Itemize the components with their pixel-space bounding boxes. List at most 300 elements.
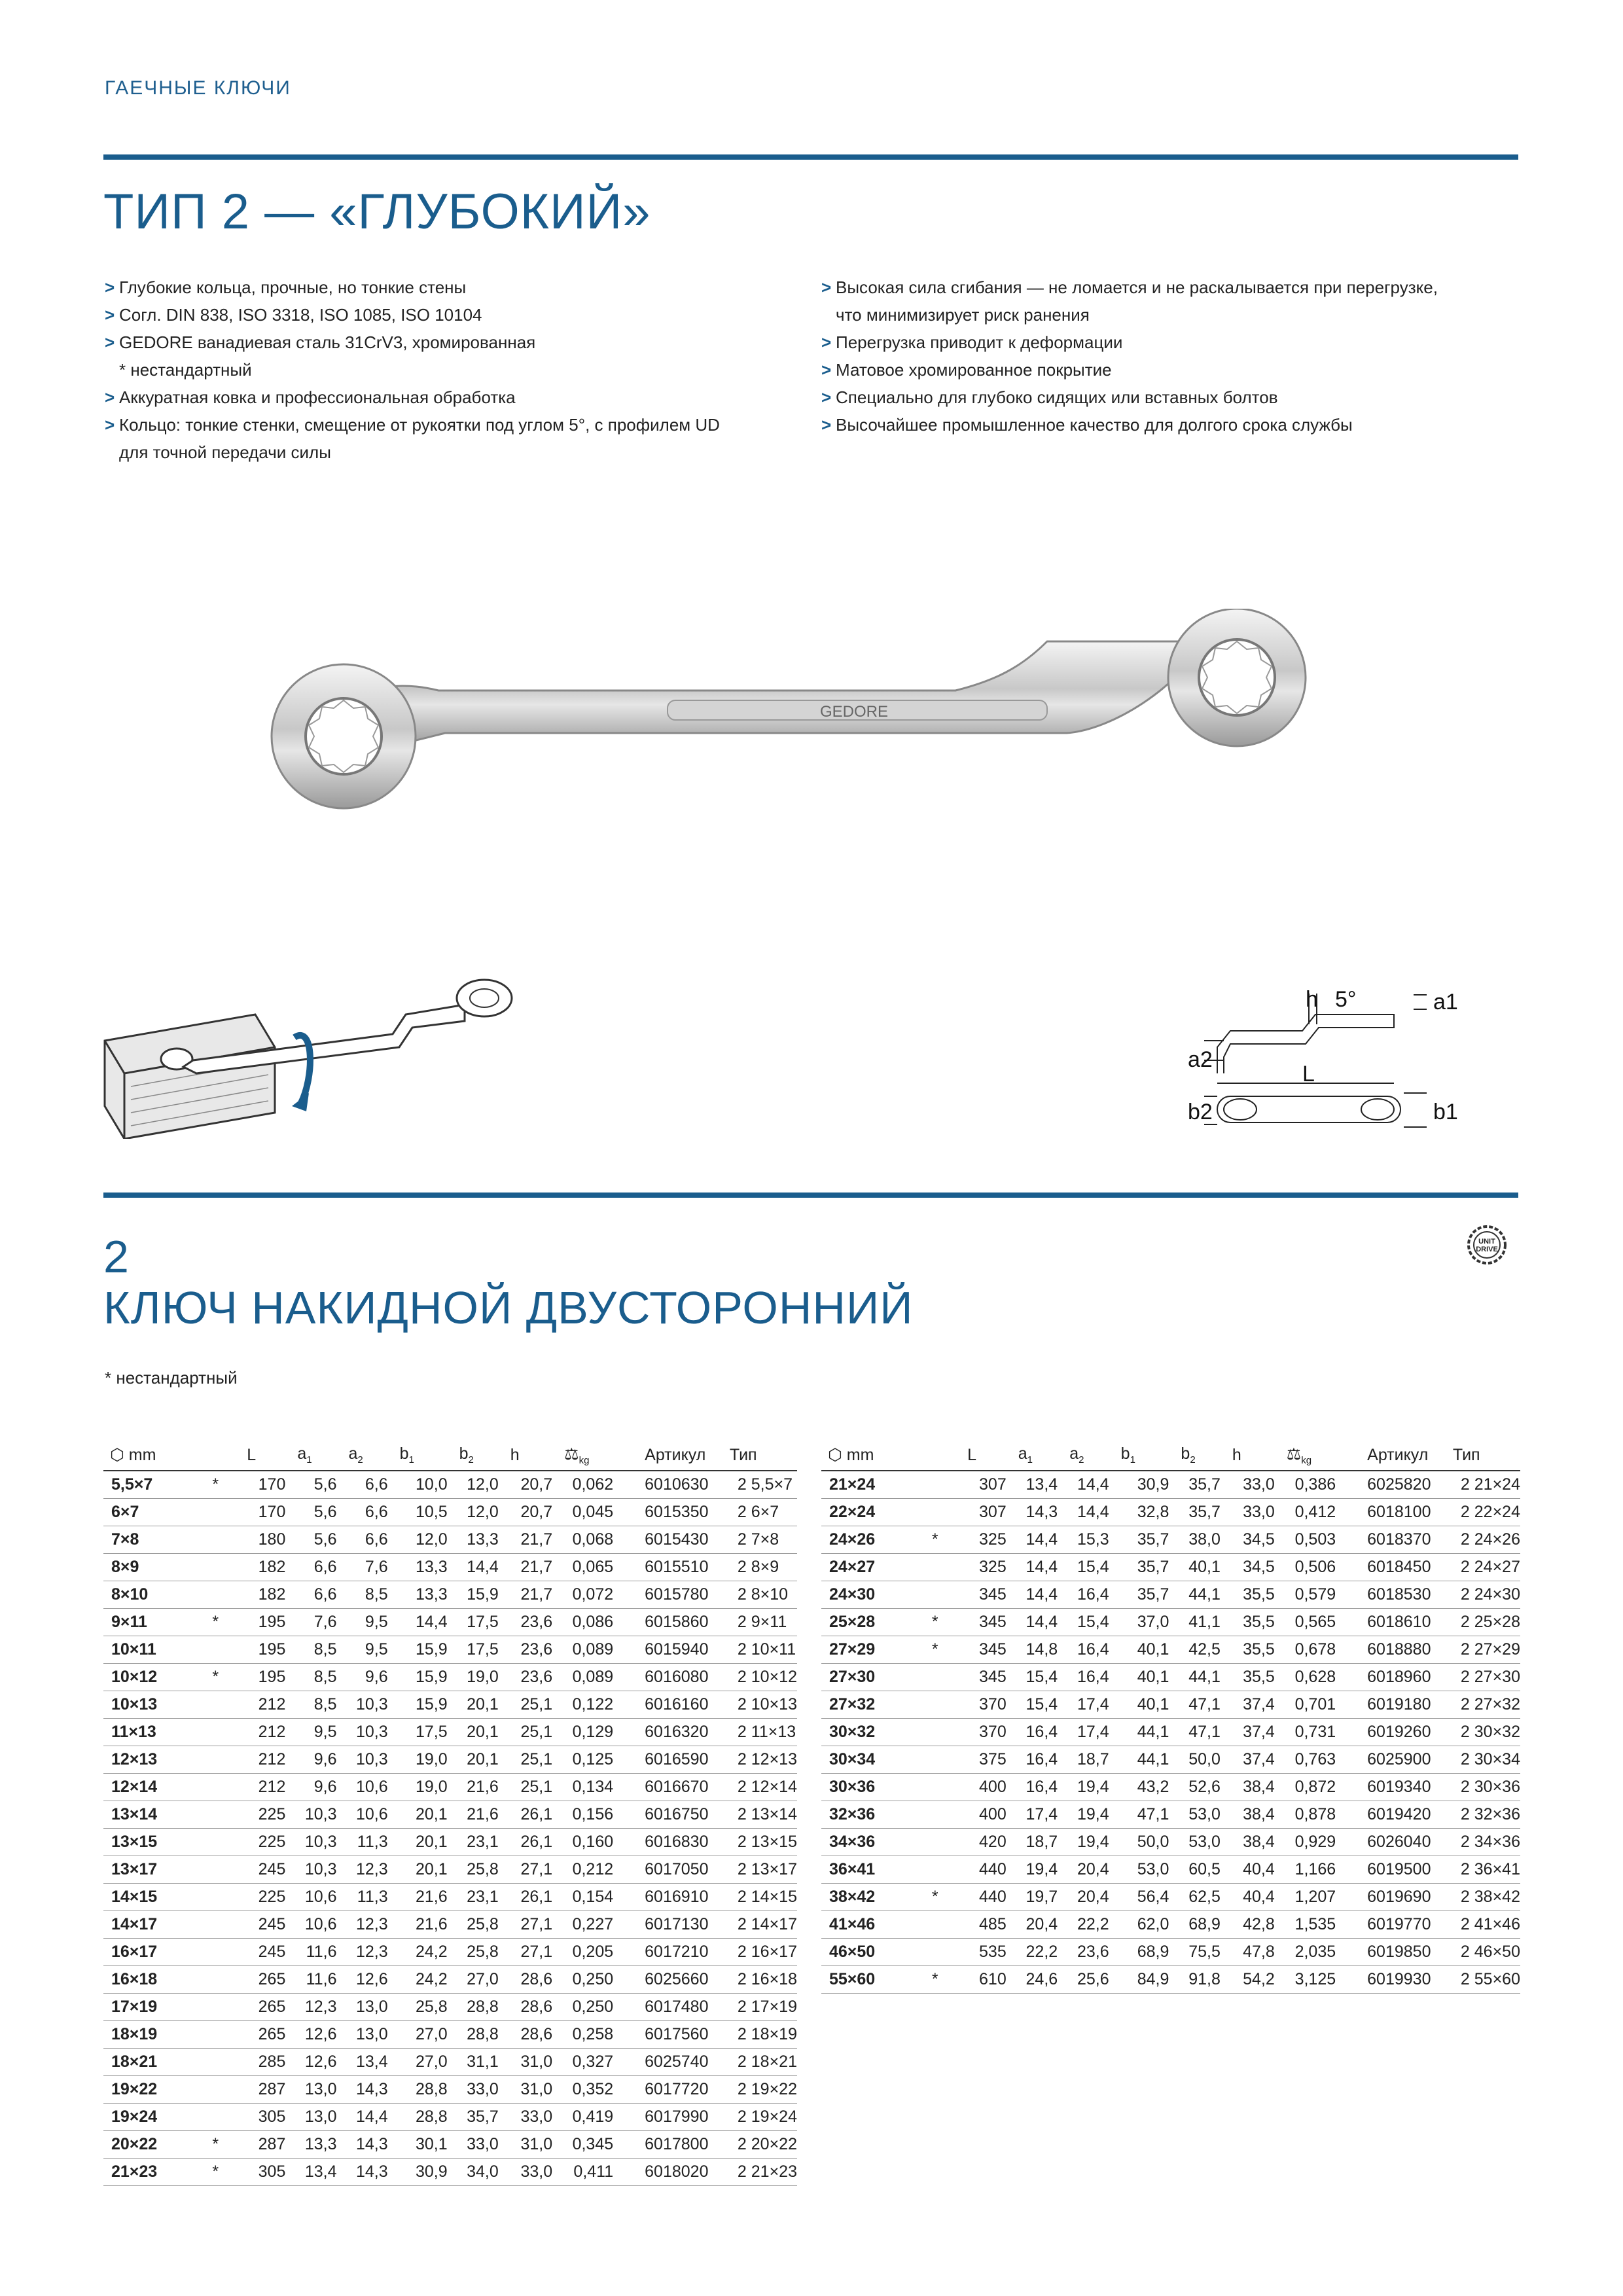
cell-type: 2 30×36 [1453,1774,1520,1801]
table-row [103,1856,797,1884]
cell-a2: 16,4 [1069,1581,1120,1609]
cell-art: 6019500 [1347,1856,1453,1884]
cell-size: 55×60 [821,1966,903,1994]
dim-label-a2: a2 [1188,1047,1213,1072]
cell-star [903,1911,968,1939]
cell-a2: 12,3 [348,1911,399,1939]
cell-a1: 14,8 [1018,1636,1069,1664]
cell-b1: 40,1 [1121,1664,1181,1691]
cell-type: 2 6×7 [730,1499,797,1526]
cell-star [184,1526,247,1554]
cell-kg: 0,160 [564,1829,625,1856]
cell-h: 23,6 [510,1636,564,1664]
header-rule [103,154,1518,160]
cell-a1: 6,6 [297,1581,348,1609]
cell-b2: 28,8 [459,2021,510,2049]
bullet-arrow-icon: > [821,387,832,407]
cell-a1: 6,6 [297,1554,348,1581]
table-row [103,1884,797,1911]
feature-text: что минимизирует риск ранения [836,305,1090,325]
feature-item [105,356,720,384]
cell-kg: 0,701 [1287,1691,1347,1719]
cell-a2: 17,4 [1069,1719,1120,1746]
table-row [103,1939,797,1966]
dim-label-h: h [1306,987,1318,1012]
cell-h: 27,1 [510,1911,564,1939]
feature-text: Кольцо: тонкие стенки, смещение от рукоятки под углом 5°, с профилем UD [119,415,720,435]
cell-b1: 68,9 [1121,1939,1181,1966]
cell-type: 2 27×30 [1453,1664,1520,1691]
bullet-arrow-icon: > [105,278,115,297]
cell-type: 2 13×17 [730,1856,797,1884]
cell-size: 30×32 [821,1719,903,1746]
feature-text: Глубокие кольца, прочные, но тонкие стены [119,278,467,297]
feature-item [105,329,720,356]
cell-size: 10×11 [103,1636,184,1664]
feature-text: Аккуратная ковка и профессиональная обработка [119,387,516,407]
cell-size: 13×17 [103,1856,184,1884]
cell-star [184,1581,247,1609]
cell-size: 36×41 [821,1856,903,1884]
feature-item [821,384,1438,411]
cell-kg: 3,125 [1287,1966,1347,1994]
cell-b1: 20,1 [400,1801,459,1829]
cell-a1: 9,6 [297,1746,348,1774]
cell-star [903,1719,968,1746]
cell-star [184,2049,247,2076]
table-row [821,1746,1520,1774]
cell-size: 8×10 [103,1581,184,1609]
table-row [821,1554,1520,1581]
cell-star [903,1581,968,1609]
cell-a2: 15,4 [1069,1609,1120,1636]
cell-kg: 0,565 [1287,1609,1347,1636]
cell-b2: 21,6 [459,1774,510,1801]
cell-art: 6025740 [625,2049,730,2076]
table-row [821,1939,1520,1966]
cell-b2: 53,0 [1181,1801,1232,1829]
cell-a2: 23,6 [1069,1939,1120,1966]
cell-size: 34×36 [821,1829,903,1856]
cell-a1: 22,2 [1018,1939,1069,1966]
cell-b1: 28,8 [400,2076,459,2104]
cell-h: 28,6 [510,2021,564,2049]
cell-a1: 14,4 [1018,1581,1069,1609]
cell-art: 6019420 [1347,1801,1453,1829]
cell-kg: 0,068 [564,1526,625,1554]
cell-h: 31,0 [510,2076,564,2104]
cell-type: 2 8×9 [730,1554,797,1581]
cell-h: 33,0 [510,2159,564,2186]
cell-h: 37,4 [1232,1746,1287,1774]
cell-b2: 50,0 [1181,1746,1232,1774]
cell-a1: 12,3 [297,1994,348,2021]
cell-type: 2 7×8 [730,1526,797,1554]
cell-b2: 31,1 [459,2049,510,2076]
cell-a2: 13,0 [348,1994,399,2021]
cell-h: 20,7 [510,1471,564,1499]
cell-b2: 91,8 [1181,1966,1232,1994]
col-h: h [1232,1440,1287,1471]
cell-star [903,1856,968,1884]
cell-a1: 19,7 [1018,1884,1069,1911]
feature-item [105,411,720,439]
cell-kg: 0,062 [564,1471,625,1499]
cell-b1: 12,0 [400,1526,459,1554]
cell-type: 2 30×32 [1453,1719,1520,1746]
cell-a2: 7,6 [348,1554,399,1581]
cell-L: 370 [967,1719,1018,1746]
cell-b2: 60,5 [1181,1856,1232,1884]
col-size: ⬡ mm [821,1440,903,1471]
cell-a2: 12,6 [348,1966,399,1994]
cell-b2: 34,0 [459,2159,510,2186]
table-row [821,1581,1520,1609]
cell-b1: 35,7 [1121,1581,1181,1609]
cell-a1: 15,4 [1018,1691,1069,1719]
cell-b2: 53,0 [1181,1829,1232,1856]
cell-b2: 33,0 [459,2076,510,2104]
cell-a2: 10,3 [348,1719,399,1746]
cell-L: 225 [247,1801,297,1829]
cell-star [184,1801,247,1829]
cell-L: 245 [247,1856,297,1884]
cell-b2: 17,5 [459,1609,510,1636]
cell-h: 33,0 [510,2104,564,2131]
bullet-arrow-icon: > [821,360,832,380]
cell-b1: 84,9 [1121,1966,1181,1994]
feature-text: для точной передачи силы [119,442,331,462]
cell-art: 6017560 [625,2021,730,2049]
bullet-arrow-icon: > [105,332,115,352]
cell-b2: 13,3 [459,1526,510,1554]
cell-star [184,1884,247,1911]
cell-type: 2 46×50 [1453,1939,1520,1966]
cell-a2: 22,2 [1069,1911,1120,1939]
cell-type: 2 55×60 [1453,1966,1520,1994]
cell-size: 5,5×7 [103,1471,184,1499]
cell-a1: 9,6 [297,1774,348,1801]
cell-star [903,1939,968,1966]
table-row [103,1581,797,1609]
cell-a2: 14,3 [348,2159,399,2186]
cell-b1: 37,0 [1121,1609,1181,1636]
feature-text: GEDORE ванадиевая сталь 31CrV3, хромированная [119,332,536,352]
cell-size: 46×50 [821,1939,903,1966]
cell-a2: 8,5 [348,1581,399,1609]
cell-art: 6015940 [625,1636,730,1664]
spec-table-left [103,1440,797,2186]
cell-art: 6016910 [625,1884,730,1911]
cell-size: 27×30 [821,1664,903,1691]
cell-type: 2 19×22 [730,2076,797,2104]
cell-h: 23,6 [510,1609,564,1636]
cell-a2: 10,3 [348,1691,399,1719]
table-row [103,2131,797,2159]
cell-size: 19×22 [103,2076,184,2104]
table-row [103,1609,797,1636]
cell-art: 6018960 [1347,1664,1453,1691]
cell-L: 245 [247,1939,297,1966]
cell-art: 6016590 [625,1746,730,1774]
cell-h: 54,2 [1232,1966,1287,1994]
table-row [103,2049,797,2076]
cell-L: 307 [967,1471,1018,1499]
cell-h: 25,1 [510,1691,564,1719]
cell-a1: 13,0 [297,2104,348,2131]
cell-L: 265 [247,1966,297,1994]
cell-star [184,1911,247,1939]
cell-h: 33,0 [1232,1499,1287,1526]
feature-item [105,439,720,466]
cell-h: 34,5 [1232,1554,1287,1581]
cell-star: * [903,1966,968,1994]
cell-b1: 21,6 [400,1884,459,1911]
cell-kg: 0,122 [564,1691,625,1719]
cell-L: 345 [967,1581,1018,1609]
cell-a2: 11,3 [348,1829,399,1856]
cell-a1: 24,6 [1018,1966,1069,1994]
cell-star [184,1719,247,1746]
cell-size: 24×27 [821,1554,903,1581]
cell-b1: 10,0 [400,1471,459,1499]
cell-h: 27,1 [510,1856,564,1884]
bullet-arrow-icon: > [105,305,115,325]
cell-a2: 6,6 [348,1499,399,1526]
cell-b1: 35,7 [1121,1554,1181,1581]
cell-b1: 32,8 [1121,1499,1181,1526]
cell-b1: 20,1 [400,1829,459,1856]
cell-b2: 47,1 [1181,1691,1232,1719]
cell-type: 2 19×24 [730,2104,797,2131]
table-row [103,1829,797,1856]
cell-h: 28,6 [510,1966,564,1994]
cell-b2: 19,0 [459,1664,510,1691]
cell-star [903,1691,968,1719]
cell-art: 6019850 [1347,1939,1453,1966]
cell-L: 325 [967,1526,1018,1554]
cell-art: 6015780 [625,1581,730,1609]
cell-star: * [903,1609,968,1636]
cell-b2: 35,7 [1181,1499,1232,1526]
cell-L: 610 [967,1966,1018,1994]
cell-L: 400 [967,1774,1018,1801]
cell-b1: 14,4 [400,1609,459,1636]
cell-kg: 0,412 [1287,1499,1347,1526]
cell-a2: 12,3 [348,1856,399,1884]
cell-art: 6018370 [1347,1526,1453,1554]
cell-kg: 0,089 [564,1636,625,1664]
cell-a2: 17,4 [1069,1691,1120,1719]
cell-art: 6017480 [625,1994,730,2021]
cell-size: 9×11 [103,1609,184,1636]
cell-art: 6017210 [625,1939,730,1966]
cell-art: 6018530 [1347,1581,1453,1609]
table-row [103,1994,797,2021]
cell-size: 32×36 [821,1801,903,1829]
cell-star: * [184,1471,247,1499]
table-row [821,1719,1520,1746]
cell-a2: 6,6 [348,1471,399,1499]
cell-L: 440 [967,1856,1018,1884]
cell-star [903,1499,968,1526]
cell-b1: 15,9 [400,1664,459,1691]
cell-L: 345 [967,1664,1018,1691]
cell-b1: 28,8 [400,2104,459,2131]
table-row [103,1719,797,1746]
cell-star [184,1829,247,1856]
cell-star: * [903,1884,968,1911]
cell-type: 2 32×36 [1453,1801,1520,1829]
cell-h: 38,4 [1232,1801,1287,1829]
cell-b1: 27,0 [400,2049,459,2076]
cell-b1: 27,0 [400,2021,459,2049]
cell-type: 2 10×12 [730,1664,797,1691]
svg-text:DRIVE: DRIVE [1476,1246,1498,1253]
col-L: L [967,1440,1018,1471]
cell-h: 31,0 [510,2049,564,2076]
cell-h: 26,1 [510,1801,564,1829]
cell-b2: 21,6 [459,1801,510,1829]
cell-h: 38,4 [1232,1829,1287,1856]
cell-art: 6016080 [625,1664,730,1691]
cell-kg: 0,125 [564,1746,625,1774]
cell-kg: 2,035 [1287,1939,1347,1966]
cell-size: 16×17 [103,1939,184,1966]
cell-h: 40,4 [1232,1884,1287,1911]
col-b1: $b_1$ [400,1440,459,1471]
cell-L: 195 [247,1609,297,1636]
col-article: Артикул [1347,1440,1453,1471]
table-row [103,1691,797,1719]
cell-L: 305 [247,2104,297,2131]
cell-kg: 0,250 [564,1966,625,1994]
bullet-arrow-icon: > [105,387,115,407]
cell-b2: 23,1 [459,1829,510,1856]
cell-star [184,1939,247,1966]
cell-h: 38,4 [1232,1774,1287,1801]
cell-kg: 1,535 [1287,1911,1347,1939]
cell-b1: 17,5 [400,1719,459,1746]
svg-text:UNIT: UNIT [1478,1238,1495,1246]
cell-kg: 0,065 [564,1554,625,1581]
cell-a2: 9,6 [348,1664,399,1691]
cell-a1: 13,0 [297,2076,348,2104]
cell-star [184,1994,247,2021]
cell-art: 6015510 [625,1554,730,1581]
cell-type: 2 27×29 [1453,1636,1520,1664]
cell-a2: 6,6 [348,1526,399,1554]
cell-a1: 8,5 [297,1664,348,1691]
cell-a2: 11,3 [348,1884,399,1911]
cell-b1: 43,2 [1121,1774,1181,1801]
feature-text: Специально для глубоко сидящих или вставных болтов [836,387,1278,407]
col-weight: $⚖_{kg}$ [1287,1440,1347,1471]
cell-kg: 1,207 [1287,1884,1347,1911]
cell-a2: 25,6 [1069,1966,1120,1994]
cell-type: 2 16×17 [730,1939,797,1966]
col-a1: $a_1$ [1018,1440,1069,1471]
table-row [103,2076,797,2104]
cell-b2: 12,0 [459,1471,510,1499]
cell-h: 47,8 [1232,1939,1287,1966]
cell-a2: 18,7 [1069,1746,1120,1774]
cell-art: 6017050 [625,1856,730,1884]
cell-h: 35,5 [1232,1636,1287,1664]
cell-type: 2 22×24 [1453,1499,1520,1526]
cell-size: 19×24 [103,2104,184,2131]
feature-text: Матовое хромированное покрытие [836,360,1112,380]
cell-type: 2 41×46 [1453,1911,1520,1939]
cell-star [184,1856,247,1884]
features-left [105,274,720,466]
cell-kg: 0,086 [564,1609,625,1636]
bullet-arrow-icon: > [821,332,832,352]
cell-a2: 13,0 [348,2021,399,2049]
cell-art: 6016160 [625,1691,730,1719]
cell-b2: 44,1 [1181,1664,1232,1691]
cell-art: 6017990 [625,2104,730,2131]
cell-kg: 0,154 [564,1884,625,1911]
col-b1: $b_1$ [1121,1440,1181,1471]
cell-a1: 5,6 [297,1471,348,1499]
cell-kg: 0,212 [564,1856,625,1884]
cell-size: 17×19 [103,1994,184,2021]
cell-size: 13×14 [103,1801,184,1829]
cell-type: 2 21×23 [730,2159,797,2186]
cell-star [184,1746,247,1774]
cell-b2: 42,5 [1181,1636,1232,1664]
cell-a2: 14,3 [348,2076,399,2104]
cell-art: 6016320 [625,1719,730,1746]
cell-b1: 30,1 [400,2131,459,2159]
col-weight: $⚖_{kg}$ [564,1440,625,1471]
cell-h: 31,0 [510,2131,564,2159]
cell-star [184,1636,247,1664]
cell-b2: 25,8 [459,1939,510,1966]
cell-size: 11×13 [103,1719,184,1746]
cell-b1: 44,1 [1121,1719,1181,1746]
dim-label-b1: b1 [1433,1100,1458,1124]
bullet-arrow-icon: > [821,278,832,297]
cell-a2: 19,4 [1069,1829,1120,1856]
table-row [821,1609,1520,1636]
cell-a1: 16,4 [1018,1746,1069,1774]
cell-b1: 15,9 [400,1691,459,1719]
cell-type: 2 17×19 [730,1994,797,2021]
cell-b2: 12,0 [459,1499,510,1526]
feature-item [821,356,1438,384]
cell-b1: 44,1 [1121,1746,1181,1774]
cell-kg: 0,345 [564,2131,625,2159]
cell-L: 170 [247,1471,297,1499]
table-row [821,1829,1520,1856]
cell-kg: 0,072 [564,1581,625,1609]
cell-a2: 19,4 [1069,1774,1120,1801]
cell-b2: 40,1 [1181,1554,1232,1581]
col-type: Тип [1453,1440,1520,1471]
cell-art: 6010630 [625,1471,730,1499]
cell-kg: 0,386 [1287,1471,1347,1499]
cell-art: 6018100 [1347,1499,1453,1526]
cell-a1: 14,4 [1018,1609,1069,1636]
cell-kg: 0,506 [1287,1554,1347,1581]
table-row [821,1499,1520,1526]
cell-type: 2 13×15 [730,1829,797,1856]
cell-L: 265 [247,2021,297,2049]
cell-h: 42,8 [1232,1911,1287,1939]
col-L: L [247,1440,297,1471]
